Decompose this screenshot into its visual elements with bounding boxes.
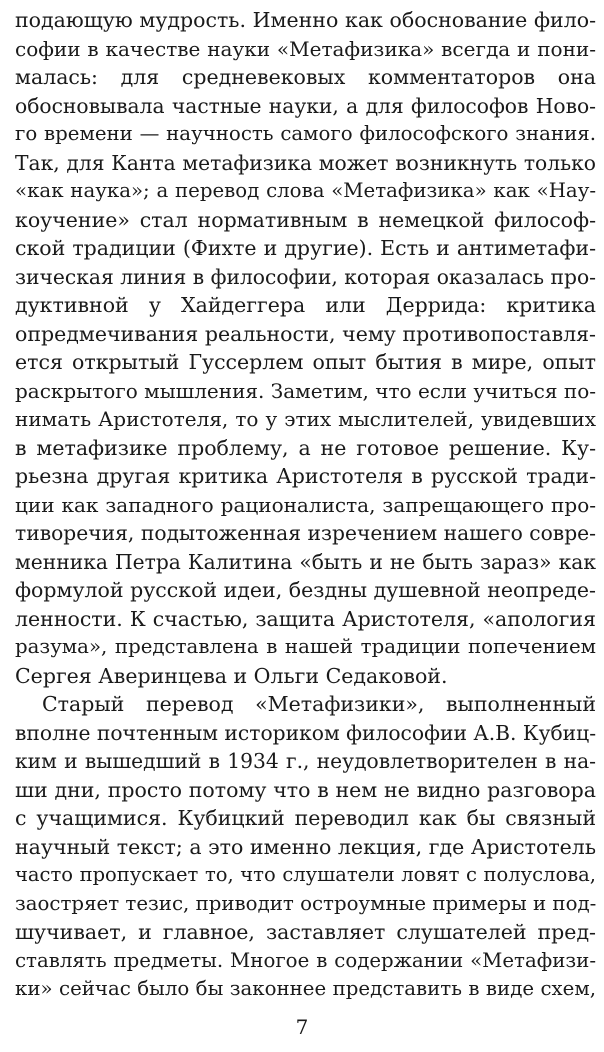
- text-line: вполне почтенным историком философии А.В. Кубиц-: [15, 720, 597, 745]
- text-line: ши дни, просто потому что в нем не видно разговора: [15, 777, 596, 802]
- text-line: ленности. К счастью, защита Аристотеля, «апология: [15, 606, 596, 631]
- text-line: научный текст; а это именно лекция, где Аристотель: [15, 834, 596, 859]
- text-line: разума», представлена в нашей традиции попечением: [15, 635, 596, 658]
- text-line: часто пропускает то, что слушатели ловят с полуслова,: [15, 863, 596, 886]
- page-number: 7: [295, 1015, 309, 1039]
- text-line: заостряет тезис, приводит остроумные примеры и под-: [15, 891, 597, 915]
- text-line: нимать Аристотеля, то у этих мыслителей, увидевших: [15, 407, 596, 431]
- text-line: ки» сейчас было бы законнее представить в виде схем,: [15, 977, 596, 1000]
- text-line: с учащимися. Кубицкий переводил как бы связный: [15, 806, 596, 830]
- text-line: обосновывала частные науки, а для философов Ново-: [15, 93, 596, 118]
- text-line: тиворечия, подытоженная изречением нашего совре-: [15, 521, 596, 545]
- text-line: опредмечивания реальности, чему противопоставля-: [15, 321, 596, 346]
- text-line: ции как западного рационалиста, запрещающего про-: [15, 492, 596, 517]
- text-line: ставлять предметы. Многое в содержании «Метафизи-: [15, 948, 596, 972]
- book-page: [15, 0, 596, 1052]
- text-line: в метафизике проблему, а не готовое решение. Ку-: [15, 435, 596, 460]
- text-line: «как наука»; а перевод слова «Метафизика» как «Нау-: [15, 179, 596, 202]
- text-line: рьезна другая критика Аристотеля в русской тради-: [15, 464, 596, 488]
- text-line: софии в качестве науки «Метафизика» всегда и пони-: [15, 36, 596, 61]
- text-line: коучение» стал нормативным в немецкой философ-: [15, 207, 596, 232]
- text-line: зическая линия в философии, которая оказалась про-: [15, 264, 597, 289]
- text-line: ской традиции (Фихте и другие). Есть и антиметафи-: [15, 236, 596, 260]
- text-line: го времени — научность самого философского знания.: [15, 122, 596, 145]
- text-line: подающую мудрость. Именно как обоснование фило-: [15, 8, 596, 32]
- text-line: ким и вышедший в 1934 г., неудовлетворителен в на-: [15, 749, 596, 773]
- text-line: раскрытого мышления. Заметим, что если учиться по-: [15, 378, 596, 403]
- text-line: ется открытый Гуссерлем опыт бытия в мире, опыт: [15, 350, 596, 374]
- text-line: менника Петра Калитина «быть и не быть зараз» как: [15, 549, 596, 574]
- text-line: Старый перевод «Метафизики», выполненный: [42, 692, 596, 716]
- text-line: дуктивной у Хайдеггера или Деррида: критика: [15, 293, 596, 317]
- text-line: шучивает, и главное, заставляет слушателей пред-: [15, 920, 596, 944]
- text-line: Сергея Аверинцева и Ольги Седаковой.: [15, 663, 448, 688]
- text-line: Так, для Канта метафизика может возникнуть только: [15, 150, 596, 175]
- text-line: формулой русской идеи, бездны душевной неопреде-: [15, 578, 596, 602]
- text-line: малась: для средневековых комментаторов она: [15, 65, 596, 89]
